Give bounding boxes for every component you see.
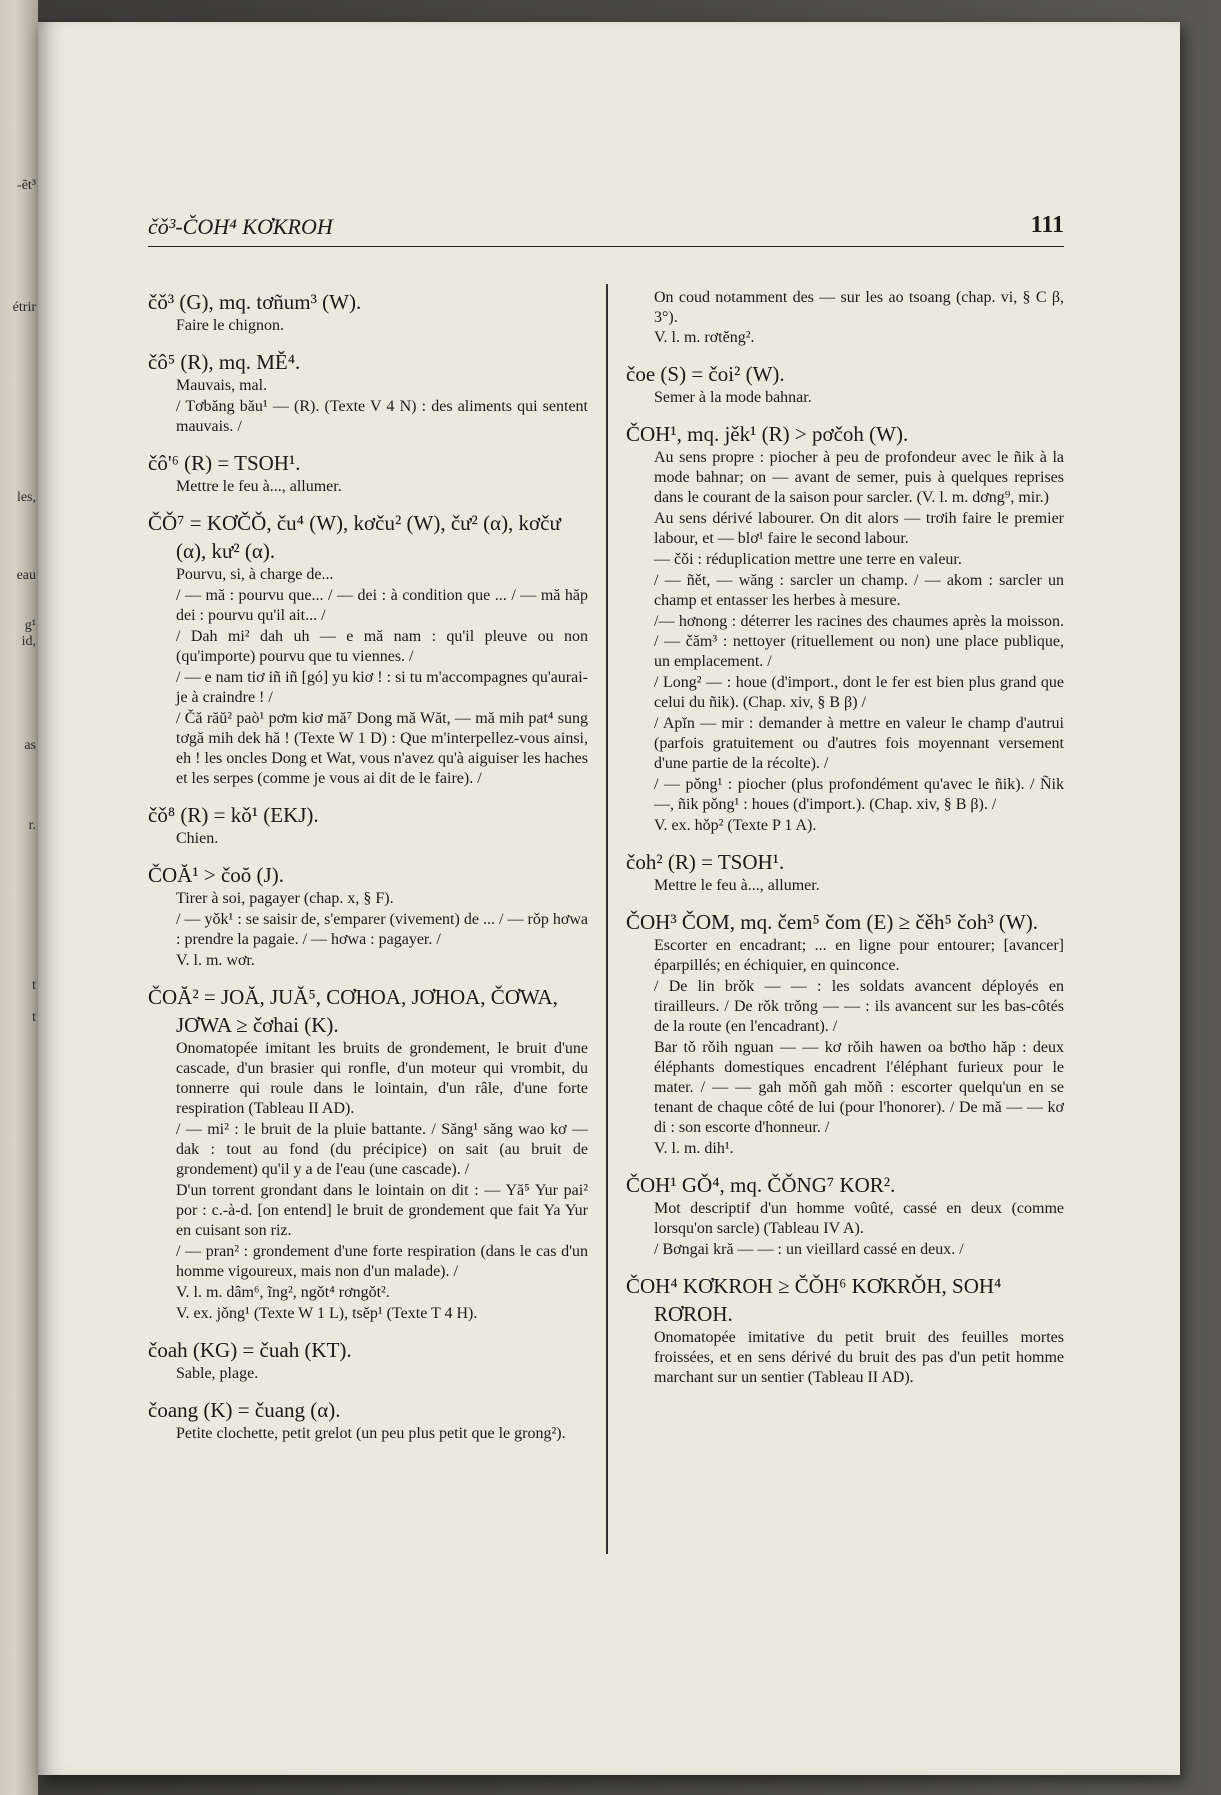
margin-fragment: t [32, 1010, 36, 1025]
dictionary-entry [148, 861, 588, 971]
entry-definition [148, 829, 588, 849]
entry-headword: čoah (KG) = čuah (KT). [148, 1338, 352, 1362]
definition-line: Mauvais, mal. [176, 377, 268, 394]
entry-definition [626, 388, 1064, 408]
entry-headword: čô'⁶ (R) = TSOH¹. [148, 451, 301, 475]
page-number: 111 [1030, 212, 1064, 238]
definition-line: Au sens dérivé labourer. On dit alors — trơih faire le premier labour, et — blơ¹ faire le second labour. [654, 510, 1064, 547]
definition-line: / — e nam tiơ iñ iñ [gó] yu kiơ ! : si tu m'accompagnes qu'aurai-je à craindre ! / [176, 669, 588, 706]
definition-line: / — pǒng¹ : piocher (plus profondément qu'avec le ñik). / Ñik —, ñik pǒng¹ : houes (d'import.). (Chap. xiv, § B β). / [654, 776, 1064, 813]
dictionary-entry [148, 983, 588, 1324]
entry-definition [148, 889, 588, 971]
entry-definition [148, 316, 588, 336]
dictionary-entry [626, 1272, 1064, 1388]
column-divider [606, 284, 608, 1554]
definition-line: V. ex. hǒp² (Texte P 1 A). [654, 817, 817, 834]
entry-headword: ČOH¹ GǑ⁴, mq. ČǑNG⁷ KOR². [626, 1173, 896, 1197]
definition-line: V. l. m. wơr. [176, 952, 255, 969]
dictionary-entry [148, 449, 588, 497]
dictionary-entry [148, 348, 588, 437]
margin-fragment: -ẽt³ [17, 178, 36, 193]
left-column [148, 288, 588, 1456]
dictionary-entry [626, 1171, 1064, 1260]
dictionary-entry [148, 801, 588, 849]
running-head-title: čǒ³-ČOH⁴ KƠKROH [148, 214, 333, 239]
dictionary-entry [626, 360, 1064, 408]
entry-definition [626, 448, 1064, 836]
margin-fragment: t [32, 978, 36, 993]
entry-definition [148, 1364, 588, 1384]
definition-line: / — mă : pourvu que... / — dei : à condition que ... / — mă hăp dei : pourvu qu'il ait... / [176, 587, 588, 624]
previous-page-margin [0, 0, 40, 1795]
entry-headword: ČOH¹, mq. jěk¹ (R) > pơčoh (W). [626, 422, 909, 446]
definition-line: / Tơbăng bău¹ — (R). (Texte V 4 N) : des aliments qui sentent mauvais. / [176, 398, 588, 435]
entry-definition [626, 1328, 1064, 1388]
dictionary-entry [626, 908, 1064, 1159]
definition-line: — čǒi : réduplication mettre une terre en valeur. [654, 551, 962, 568]
dictionary-entry [148, 288, 588, 336]
definition-line: / — yǒk¹ : se saisir de, s'emparer (vivement) de ... / — rǒp hơwa : prendre la pagaie. / — hơwa : pagayer. / [176, 911, 588, 948]
definition-line: D'un torrent grondant dans le lointain on dit : — Yă⁵ Yur pai² por : c.-à-d. [on entend] le bruit de grondement que fait Ya Yur en cuisant son riz. [176, 1182, 588, 1239]
definition-line: Onomatopée imitative du petit bruit des feuilles mortes froissées, et en sens dérivé du bruit des pas d'un petit homme marchant sur un sentier (Tableau II AD). [654, 1329, 1064, 1386]
definition-line: V. l. m. rơtěng². [654, 329, 755, 346]
dictionary-entry [148, 1336, 588, 1384]
entry-definition [148, 1039, 588, 1324]
right-column [626, 288, 1064, 1400]
definition-line: Petite clochette, petit grelot (un peu plus petit que le grong²). [176, 1425, 566, 1442]
definition-line: Mot descriptif d'un homme voûté, cassé en deux (comme lorsqu'on sarcle) (Tableau IV A). [654, 1200, 1064, 1237]
entry-headword: čoang (K) = čuang (α). [148, 1398, 341, 1422]
entry-headword: ČOH⁴ KƠKROH ≥ ČǑH⁶ KƠKRǑH, SOH⁴ RƠROH. [626, 1274, 1002, 1326]
definition-line: V. ex. jǒng¹ (Texte W 1 L), tsěp¹ (Texte T 4 H). [176, 1305, 478, 1322]
definition-line: / De lin brǒk — — : les soldats avancent déployés en tirailleurs. / De rǒk trǒng — — : ils avancent sur les bas-côtés de la route (en l'encadrant). / [654, 978, 1064, 1035]
entry-definition [148, 1424, 588, 1444]
definition-line: / — ñět, — wăng : sarcler un champ. / — akom : sarcler un champ et entasser les herbes à mesure. [654, 572, 1064, 609]
definition-line: V. l. m. dih¹. [654, 1140, 734, 1157]
entry-headword: ČǑ⁷ = KƠČǑ, ču⁴ (W), kơču² (W), čư² (α), kơčư (α), kư² (α). [148, 511, 561, 563]
dictionary-entry [626, 848, 1064, 896]
margin-fragment: g¹ [24, 618, 36, 633]
definition-line: / Bơngai kră — — : un vieillard cassé en deux. / [654, 1241, 964, 1258]
definition-line: Mettre le feu à..., allumer. [654, 877, 820, 894]
definition-line: V. l. m. dâm⁶, ĩng², ngǒt⁴ rơngǒt². [176, 1284, 390, 1301]
entry-headword: čǒ⁸ (R) = kǒ¹ (EKJ). [148, 803, 319, 827]
definition-line: /— hơnong : déterrer les racines des chaumes après la moisson. / — čăm³ : nettoyer (rituellement ou non) une place publique, un emplacement. / [654, 613, 1064, 670]
definition-line: Chien. [176, 830, 219, 847]
margin-fragment: id, [21, 634, 36, 649]
definition-line: Tirer à soi, pagayer (chap. x, § F). [176, 890, 394, 907]
entry-definition [148, 477, 588, 497]
running-header [148, 208, 1064, 247]
entry-definition [626, 1199, 1064, 1260]
entry-headword: čǒ³ (G), mq. tơñum³ (W). [148, 290, 362, 314]
entry-definition [626, 936, 1064, 1159]
definition-line: / Long² — : houe (d'import., dont le fer est bien plus grand que celui du ñik). (Chap. xiv, § B β) / [654, 674, 1064, 711]
definition-line: / — mi² : le bruit de la pluie battante. / Săng¹ săng wao kơ — dak : tout au fond (du précipice) on sait (au bruit de grondement) qu'il y a de l'eau (une cascade). / [176, 1121, 588, 1178]
entry-headword: ČOĂ² = JOĂ, JUĂ⁵, CƠHOA, JƠHOA, ČƠWA, JƠWA ≥ čơhai (K). [148, 985, 558, 1037]
definition-line: Semer à la mode bahnar. [654, 389, 812, 406]
margin-fragment: r. [28, 818, 36, 833]
margin-fragment: étrir [12, 300, 36, 315]
definition-line: Sable, plage. [176, 1365, 259, 1382]
definition-line: / — pran² : grondement d'une forte respiration (dans le cas d'un homme vigoureux, mais non d'un malade). / [176, 1243, 588, 1280]
entry-definition [148, 565, 588, 789]
dictionary-entry [148, 509, 588, 789]
definition-line: Mettre le feu à..., allumer. [176, 478, 342, 495]
definition-line: Pourvu, si, à charge de... [176, 566, 334, 583]
definition-line: Escorter en encadrant; ... en ligne pour entourer; [avancer] éparpillés; en échiquier, en quinconce. [654, 937, 1064, 974]
margin-fragment: les, [16, 490, 36, 505]
margin-fragment: as [24, 738, 36, 753]
definition-line: Onomatopée imitant les bruits de grondement, le bruit d'une cascade, d'un brasier qui ronfle, d'un moteur qui vrombit, du tonnerre qui roule dans le lointain, d'un râle, d'une forte respiration (Tableau II AD). [176, 1040, 588, 1117]
dictionary-entry [626, 420, 1064, 836]
definition-line: Faire le chignon. [176, 317, 284, 334]
definition-line: Au sens propre : piocher à peu de profondeur avec le ñik à la mode bahnar; on — avant de semer, puis à quelques reprises dans le courant de la saison pour sarcler. (V. l. m. dơng⁹, mir.) [654, 449, 1064, 506]
definition-line: / Dah mi² dah uh — e mă nam : qu'il pleuve ou non (qu'importe) pourvu que tu viennes. / [176, 628, 588, 665]
definition-line: / Apĭn — mir : demander à mettre en valeur le champ d'autrui (parfois gratuitement ou d'autres fois moyennant versement d'une partie de la récolte). / [654, 715, 1064, 772]
margin-fragment: eau [16, 568, 36, 583]
entry-headword: ČOĂ¹ > čoŏ (J). [148, 863, 284, 887]
definition-line: On coud notamment des — sur les ao tsoang (chap. vi, § C β, 3°). [654, 289, 1064, 326]
entry-headword: čô⁵ (R), mq. MĚ⁴. [148, 350, 301, 374]
definition-line: Bar tǒ rǒih nguan — — kơ rǒih hawen oa bơtho hăp : deux éléphants domestiques encadrent l'éléphant furieux pour le mater. / — — gah mǒñ gah mǒñ : escorter quelqu'un en se tenant de chaque côté de lui (pour l'honorer). / De mă — — kơ di : son escorte d'honneur. / [654, 1039, 1064, 1136]
definition-line: / Čă răŭ² paò¹ pơm kiơ mă⁷ Dong mă Wăt, — mă mih pat⁴ sung tơgă mih dek hă ! (Texte W 1 D) : Que m'interpellez-vous ainsi, eh ! les oncles Dong et Wat, vous n'avez qu'à aiguiser les haches et les serpes (comme je vous ai dit de le faire). / [176, 710, 588, 787]
entry-definition [626, 876, 1064, 896]
entry-headword: ČOH³ ČOM, mq. čem⁵ čom (E) ≥ čěh⁵ čoh³ (W). [626, 910, 1038, 934]
continued-entry-text [626, 288, 1064, 348]
entry-definition [148, 376, 588, 437]
entry-headword: čoh² (R) = TSOH¹. [626, 850, 785, 874]
entry-headword: čoe (S) = čoi² (W). [626, 362, 785, 386]
dictionary-entry [148, 1396, 588, 1444]
dictionary-page [38, 22, 1180, 1775]
